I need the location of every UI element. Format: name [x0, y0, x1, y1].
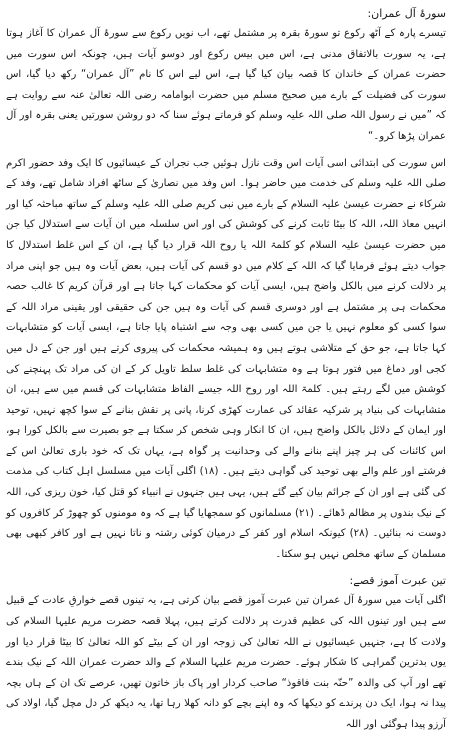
section-heading-surah-al-imran: سورۂ آل عمران: [367, 7, 446, 20]
paragraph-context-of-revelation: اس سورت کی ابتدائی اسی آیات اس وقت نازل ہوئیں جب نجران کے عیسائیوں کا ایک وفد حضور اکرم صلی اللہ علیہ وسلم کی خدمت میں حاضر ہوا۔ اس وفد میں نصاریٰ کے ساٹھ افراد شامل تھے، وفد کے شرکاء نے حضرت عیسیٰ علیہ السلام کے بارے میں نبی کریم صلی اللہ علیہ وسلم کے ساتھ مباحثہ کیا اور انہیں معاذ اللہ، اللہ کا بیٹا ثابت کرنے کی کوشش کی اور اس سلسلہ میں ان آیات سے استدلال کیا جن میں حضرت عیسیٰ علیہ السلام کو کلمۃ اللہ یا روح اللہ قرار دیا گیا ہے، ان کے اس غلط استدلال کا جواب دیتے ہوئے فرمایا گیا کہ اللہ کے کلام میں دو قسم کی آیات ہیں، بعض آیات وہ ہیں جو اپنی مراد پر دلالت کرنے میں بالکل واضح ہیں، ایسی آیات کو محکمات کہا جاتا ہے اور قرآن کریم کا غالب حصہ محکمات ہی پر مشتمل ہے اور دوسری قسم کی آیات وہ ہیں جن کی حقیقی اور یقینی مراد اللہ کے سوا کسی کو معلوم نہیں یا جن میں کسی بھی وجہ سے اشتباہ پایا جاتا ہے، ایسی آیات کو متشابہات کہا جاتا ہے، جو حق کے متلاشی ہوتے ہیں وہ ہمیشہ محکمات کی پیروی کرتے ہیں اور جن کے دل میں کجی اور دماغ میں فتور ہوتا ہے وہ متشابہات کی غلط سلط تاویل کر کے ان کی مراد تک پہنچنے کی کوشش میں لگے رہتے ہیں۔ کلمۃ اللہ اور روح اللہ جیسے الفاظ متشابہات کی قسم میں سے ہیں، ان متشابہات کی بنیاد پر شرکیہ عقائد کی عمارت کھڑی کرنا، پانی پر نقش بنانے کے سوا کچھ نہیں، توحید اور ایمان کے دلائل بالکل واضح ہیں، ان کا انکار وہی شخص کر سکتا ہے جو بصیرت سے بالکل کورا ہو، اس کائنات کی ہر چیز اپنے بنانے والے کی وحدانیت پر گواہ ہے، یہاں تک کہ خود باری تعالیٰ اس کے فرشتے اور علم والے بھی توحید کی گواہی دیتے ہیں۔ (۱۸) اگلی آیات میں مسلسل اہل کتاب کی مذمت کی گئی ہے اور ان کے جرائم بیان کیے گئے ہیں، یہی ہیں جنہوں نے انبیاء کو قتل کیا، خون ریزی کی، اللہ کے نیک بندوں پر مظالم ڈھائے۔ (۲۱) مسلمانوں کو سمجھایا گیا ہے کہ وہ مومنوں کو چھوڑ کر کافروں کو دوست نہ بنائیں۔ (۲۸) کیونکہ اسلام اور کفر کے درمیان کوئی رشتہ و ناتا نہیں ہے اور کافر کبھی بھی مسلمان کے ساتھ مخلص نہیں ہو سکتا۔ [6, 157, 447, 560]
section-heading-three-stories: تین عبرت آموز قصے: [349, 574, 446, 588]
paragraph-three-stories: اگلی آیات میں سورۂ آل عمران تین عبرت آموز قصے بیان کرتی ہے، یہ تینوں قصے خوارقِ عادت کے قبیل سے ہیں اور تینوں اللہ کی عظیم قدرت پر دلالت کرتے ہیں، پہلا قصہ حضرت مریم علیہا السلام کی ولادت کا ہے، جنہیں عیسائیوں نے اللہ تعالیٰ کی زوجہ اور ان کے بیٹے کو اللہ تعالیٰ کا بیٹا قرار دیا اور یوں بدترین گمراہی کا شکار ہوئے۔ حضرت مریم علیہا السلام کے والد حضرت عمران اللہ کے نیک بندے تھے اور آپ کی والدہ ”حنّہ بنت فاقوذ“ صاحب کردار اور پاک باز خاتون تھیں، عرصے تک ان کے ہاں بچہ پیدا نہ ہوا، ایک دن پرندے کو دیکھا کہ وہ اپنے بچے کو دانہ کھلا رہا تھا، یہ دیکھ کر دل مچل گیا، اولاد کی آرزو پیدا ہوگئی اور اللہ [6, 595, 446, 730]
paragraph-introduction: تیسرے پارہ کے آٹھ رکوع تو سورۃ بقرہ پر مشتمل تھے، اب نویں رکوع سے سورۂ آل عمران کا آغاز ہوتا ہے، یہ سورت بالاتفاق مدنی ہے، اس میں بیس رکوع اور دوسو آیات ہیں، چونکہ اس سورت میں حضرت عمران کے خاندان کا قصہ بیان کیا گیا ہے، اس لیے اس کا نام ”آل عمران“ رکھ دیا گیا، اس سورت کی فضیلت کے بارے میں صحیح مسلم میں حضرت ابوامامہ رضی اللہ تعالیٰ عنہ سے روایت ہے کہ ”میں نے رسول اللہ صلی اللہ علیہ وسلم کو فرماتے ہوئے سنا کہ دو روشن سورتیں یعنی بقرہ اور آل عمران پڑھا کرو۔“ [6, 28, 446, 142]
